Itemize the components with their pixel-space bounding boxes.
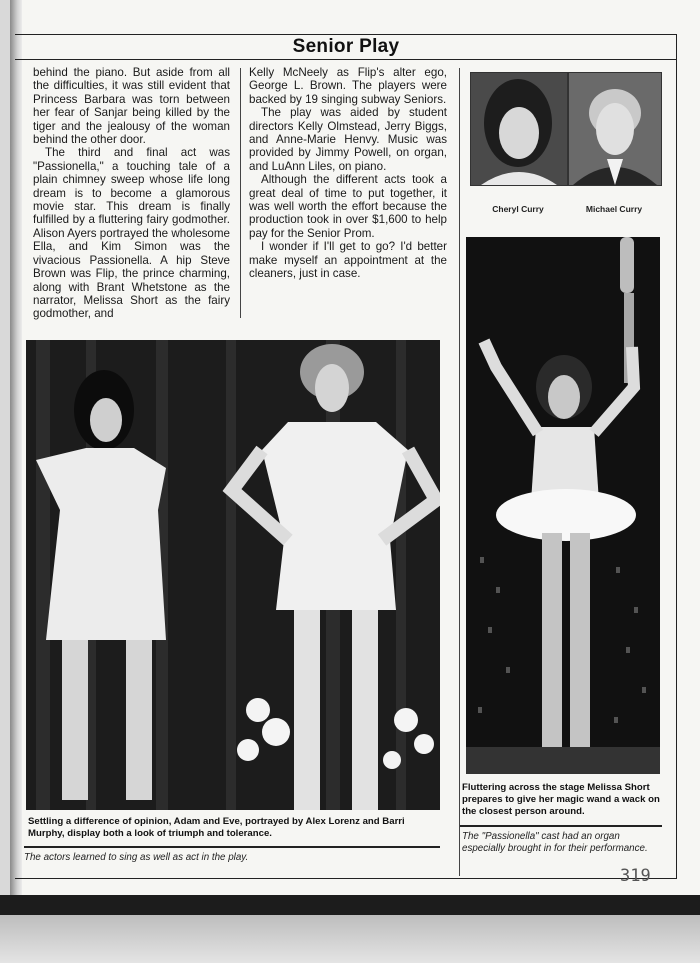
scan-background [0, 915, 700, 963]
article-paragraph: The third and final act was "Passionella," a touching tale of a plain chimney sweep whose life long dream is to become a glamorous movie star. This dream is finally fulfilled by a fluttering fairy godmother. Alison Ayers portrayed the wholesome Ella, and Kim Simon was the vivacious Passionella. A hip Steve Brown was Flip, the prince charming, along with Brant Whetstone as the narrator, Melissa Short as the fairy godmother, and [33, 146, 230, 321]
page-bottom-edge [0, 895, 700, 915]
photo-caption: Fluttering across the stage Melissa Short prepares to give her magic wand a wack on the closest person around. [462, 782, 660, 817]
photo-caption: The "Passionella" cast had an organ especially brought in for their performance. [462, 831, 648, 854]
portrait-photo [470, 72, 568, 186]
caption-divider [24, 846, 440, 848]
page-title: Senior Play [292, 36, 400, 57]
stage-photo-image [26, 340, 440, 810]
portrait-image-cheryl [471, 73, 567, 185]
photo-caption: Settling a difference of opinion, Adam and Eve, portrayed by Alex Lorenz and Barri Murphy, display both a look of triumph and tolerance. [28, 816, 405, 839]
page-number: 319 [620, 866, 651, 886]
article-paragraph: I wonder if I'll get to go? I'd better make myself an appointment at the cleaners, just in case. [249, 240, 447, 281]
stage-photo-fairy-image [466, 237, 660, 774]
portrait-name: Cheryl Curry [492, 204, 544, 214]
article-paragraph: Kelly McNeely as Flip's alter ego, George L. Brown. The players were backed by 19 singing subway Seniors. [249, 66, 447, 106]
article-paragraph: Although the different acts took a great deal of time to put together, it was well worth the effort because the production took in over $1,600 to help pay for the Senior Prom. [249, 173, 447, 240]
article-paragraph: behind the piano. But aside from all the difficulties, it was still evident that Princess Barbara was torn between her fear of Sanjar being killed by the tiger and the jealousy of the woman behind the other door. [33, 66, 230, 147]
portrait-name: Michael Curry [585, 204, 643, 214]
column-divider [459, 68, 460, 876]
article-paragraph: The play was aided by student directors Kelly Olmstead, Jerry Biggs, and Anne-Marie Henvy. Music was provided by Jimmy Powell, on organ, and LuAnn Liles, on piano. [249, 106, 447, 173]
portrait-photo [568, 72, 662, 186]
stage-photo-adam-eve [26, 340, 440, 810]
title-bar [15, 34, 677, 60]
photo-caption: The actors learned to sing as well as act in the play. [24, 852, 249, 863]
article-column-2 [249, 66, 447, 281]
article-column-1 [33, 66, 230, 321]
portrait-image-michael [569, 73, 661, 185]
column-divider [240, 68, 241, 318]
stage-photo-fairy [466, 237, 660, 774]
caption-divider [460, 825, 662, 827]
